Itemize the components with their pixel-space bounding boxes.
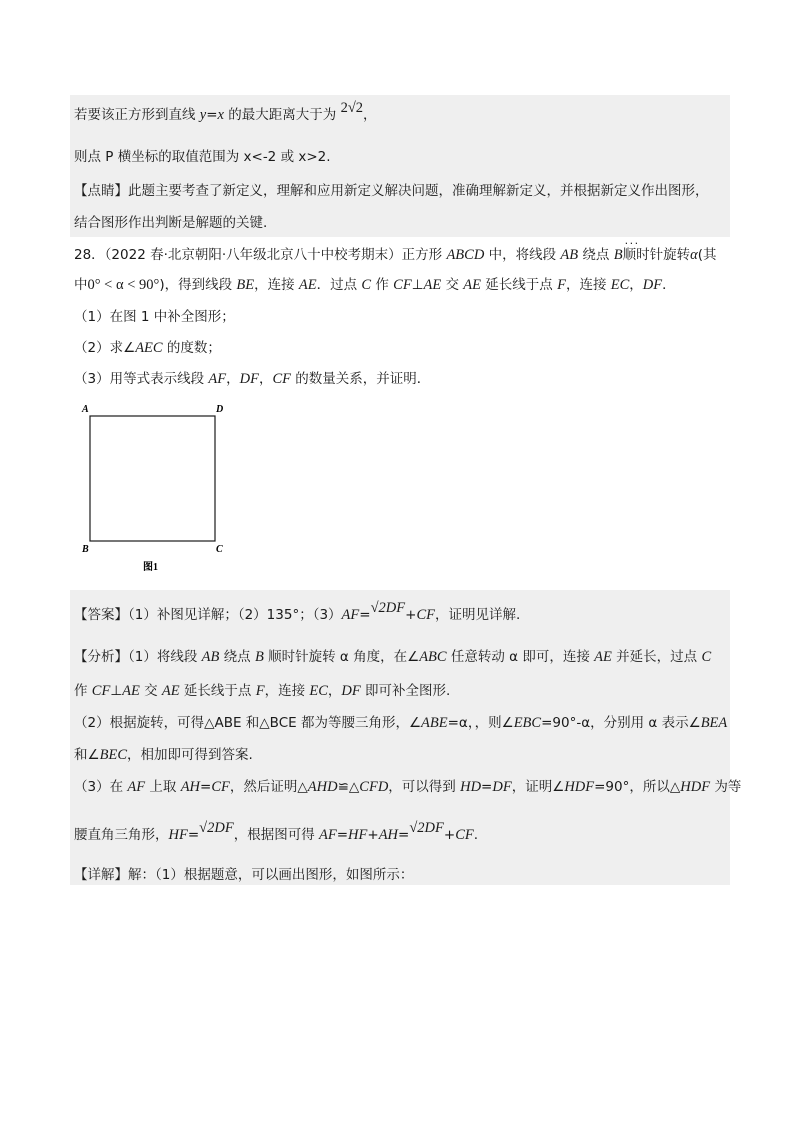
question-line-2: 中0° < α < 90°)，得到线段 BE，连接 AE．过点 C 作 CF⊥AE 交 AE 延长线于点 F，连接 EC，DF．	[74, 277, 676, 293]
analysis-line-6: 腰直角三角形，HF=√2DF，根据图可得 AF=HF+AH=√2DF+CF.	[74, 820, 479, 843]
analysis-line-5: （3）在 AF 上取 AH=CF，然后证明△AHD≌△CFD，可以得到 HD=DF，证明∠HDF=90°，所以△HDF 为等	[74, 779, 742, 795]
label-b: B	[82, 544, 89, 555]
prev-line-3: 【点睛】此题主要考查了新定义，理解和应用新定义解决问题，准确理解新定义，并根据新定义作出图形，	[74, 183, 709, 199]
label-c: C	[216, 544, 223, 555]
square-abcd	[90, 416, 215, 541]
analysis-line-1: 【分析】（1）将线段 AB 绕点 B 顺时针旋转 α 角度，在∠ABC 任意转动 α 即可，连接 AE 并延长，过点 C	[74, 649, 712, 665]
prev-line-2: 则点 P 横坐标的取值范围为 x<-2 或 x>2.	[74, 149, 331, 165]
question-part-3: （3）用等式表示线段 AF，DF，CF 的数量关系，并证明．	[74, 371, 431, 387]
analysis-line-3: （2）根据旋转，可得△ABE 和△BCE 都为等腰三角形，∠ABE=α，，则∠EBC=90°-α，分别用 α 表示∠BEA	[74, 715, 728, 731]
analysis-line-2: 作 CF⊥AE 交 AE 延长线于点 F，连接 EC，DF 即可补全图形.	[74, 683, 451, 699]
prev-line-4: 结合图形作出判断是解题的关键.	[74, 215, 268, 231]
label-d: D	[216, 404, 224, 415]
detail-line-1: 【详解】解：（1）根据题意，可以画出图形，如图所示：	[74, 867, 414, 883]
prev-line-1: 若要该正方形到直线 y=x 的最大距离大于为 2√2，	[74, 100, 377, 123]
question-part-2: （2）求∠AEC 的度数；	[74, 340, 221, 356]
figure-caption: 图1	[143, 562, 158, 573]
answer-line: 【答案】（1）补图见详解；（2）135°；（3）AF=√2DF+CF，证明见详解.	[74, 600, 521, 623]
label-a: A	[82, 404, 89, 415]
question-part-1: （1）在图 1 中补全图形；	[74, 309, 235, 325]
analysis-line-4: 和∠BEC，相加即可得到答案.	[74, 747, 253, 763]
question-line-1: 28．（2022 春·北京朝阳·八年级北京八十中校考期末）正方形 ABCD 中，将线段 AB 绕点 B· · · 顺时针旋转α(其	[74, 246, 716, 264]
